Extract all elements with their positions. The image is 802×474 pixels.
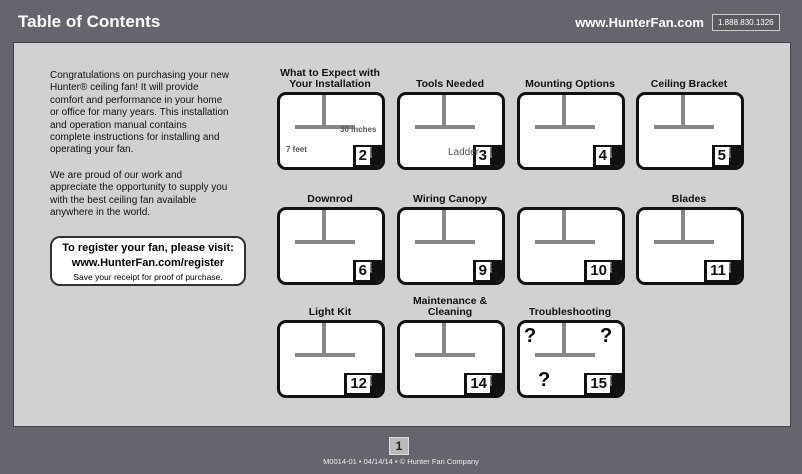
page-badge[interactable] <box>593 145 622 167</box>
illustration <box>654 240 714 244</box>
illustration <box>535 240 595 244</box>
page-tag: PAGE <box>368 375 373 387</box>
section-card-fan-page-10[interactable] <box>517 207 625 285</box>
illustration-note: Ladder <box>448 147 480 158</box>
section-label: Wiring Canopy <box>413 193 487 205</box>
page-tag: PAGE <box>368 262 373 274</box>
page-badge[interactable] <box>344 373 382 395</box>
page-number: 1 <box>389 437 409 455</box>
section-card-downrod[interactable] <box>277 207 385 285</box>
website-link[interactable]: www.HunterFan.com <box>575 15 704 30</box>
page-title: Table of Contents <box>18 12 161 31</box>
register-box <box>50 236 246 286</box>
page-badge-number: 4 <box>596 147 610 165</box>
page-tag: PAGE <box>488 147 493 159</box>
page-badge[interactable] <box>584 260 622 282</box>
page-tag: PAGE <box>368 147 373 159</box>
page-badge-number: 3 <box>476 147 490 165</box>
illustration <box>562 323 566 353</box>
illustration <box>295 240 355 244</box>
page-badge[interactable] <box>584 373 622 395</box>
page-badge[interactable] <box>473 260 502 282</box>
section-card-blades[interactable] <box>636 207 744 285</box>
page-tag: PAGE <box>727 262 732 274</box>
page-tag: PAGE <box>608 262 613 274</box>
register-link[interactable]: www.HunterFan.com/register <box>71 257 225 269</box>
illustration <box>322 210 326 240</box>
intro-paragraph: We are proud of our work and appreciate the opportunity to supply you with the best ceiling fan available anywhere in the world. <box>50 169 228 219</box>
page-badge-number: 2 <box>356 147 370 165</box>
register-note: Save your receipt for proof of purchase. <box>73 272 223 282</box>
illustration-note: ? <box>600 325 613 347</box>
illustration-note: 30 inches <box>340 125 377 134</box>
page-badge[interactable] <box>712 145 741 167</box>
illustration <box>442 323 446 353</box>
illustration <box>681 95 685 125</box>
page-badge-number: 9 <box>476 262 490 280</box>
phone-number: 1.888.830.1326 <box>712 14 780 31</box>
illustration <box>442 95 446 125</box>
illustration <box>442 210 446 240</box>
illustration <box>562 95 566 125</box>
illustration <box>295 353 355 357</box>
illustration <box>562 210 566 240</box>
page-tag: PAGE <box>608 375 613 387</box>
intro-text <box>50 70 230 232</box>
page-badge[interactable] <box>353 145 382 167</box>
page-badge-number: 15 <box>587 375 610 393</box>
register-heading: To register your fan, please visit: <box>62 242 234 254</box>
page-badge-number: 5 <box>715 147 729 165</box>
section-card-light-kit[interactable] <box>277 320 385 398</box>
illustration <box>681 210 685 240</box>
section-label: Downrod <box>307 193 353 205</box>
illustration <box>415 353 475 357</box>
page-badge-number: 11 <box>707 262 729 280</box>
section-label: Light Kit <box>308 306 352 318</box>
section-label: Blades <box>671 193 707 205</box>
section-card-ceiling-bracket[interactable] <box>636 92 744 170</box>
footer-text: M0014-01 • 04/14/14 • © Hunter Fan Company <box>323 457 479 466</box>
illustration <box>535 125 595 129</box>
section-label: Ceiling Bracket <box>650 78 728 90</box>
illustration <box>322 95 326 125</box>
section-card-troubleshooting[interactable] <box>517 320 625 398</box>
page-badge-number: 10 <box>587 262 610 280</box>
section-card-wiring-canopy[interactable] <box>397 207 505 285</box>
page-tag: PAGE <box>488 375 493 387</box>
intro-paragraph: Congratulations on purchasing your new Hunter® ceiling fan! It will provide comfort and performance in your home or office for many years. This installation and operation manual contains complete instructions for installing and operating your fan. <box>50 70 229 156</box>
illustration-note: 7 feet <box>286 145 307 154</box>
illustration <box>415 125 475 129</box>
page-badge[interactable] <box>464 373 502 395</box>
page-badge-number: 12 <box>347 375 370 393</box>
section-label: Tools Needed <box>415 78 485 90</box>
illustration-note: ? <box>524 325 537 347</box>
section-label: What to Expect with Your Installation <box>280 67 380 90</box>
section-label: Troubleshooting <box>528 306 612 318</box>
section-card-mounting-options[interactable] <box>517 92 625 170</box>
page-badge[interactable] <box>353 260 382 282</box>
section-card-maintenance-cleaning[interactable] <box>397 320 505 398</box>
page-badge-number: 6 <box>356 262 370 280</box>
section-label: Maintenance & Cleaning <box>412 295 488 318</box>
illustration <box>322 323 326 353</box>
page-tag: PAGE <box>608 147 613 159</box>
page-badge-number: 14 <box>467 375 490 393</box>
page-tag: PAGE <box>727 147 732 159</box>
page-badge[interactable] <box>704 260 741 282</box>
page-tag: PAGE <box>488 262 493 274</box>
illustration-note: ? <box>538 369 551 391</box>
section-card-tools-needed[interactable] <box>397 92 505 170</box>
illustration <box>654 125 714 129</box>
section-label: Mounting Options <box>525 78 615 90</box>
illustration <box>415 240 475 244</box>
section-card-what-to-expect-with-your-installation[interactable] <box>277 92 385 170</box>
illustration <box>535 353 595 357</box>
